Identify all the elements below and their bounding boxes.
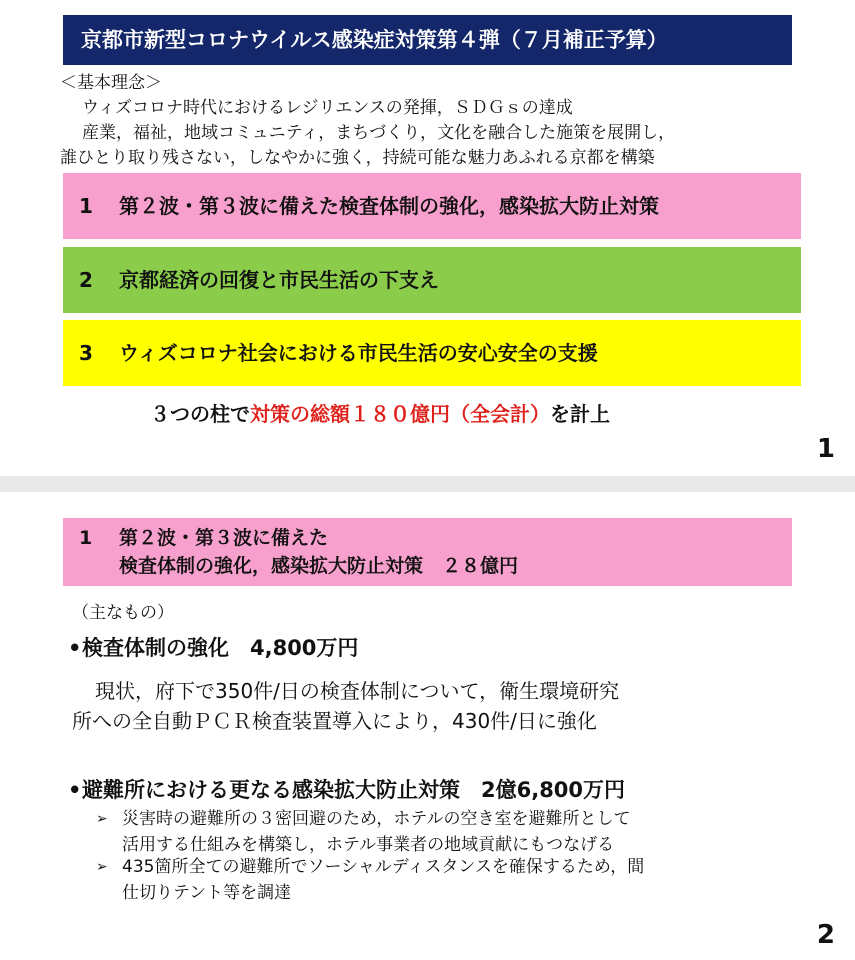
summary-prefix: ３つの柱で: [150, 402, 250, 426]
bullet-item: [68, 632, 358, 662]
bullet-item: [68, 774, 625, 804]
page-number: 2: [816, 920, 835, 950]
bullet-title: 検査体制の強化 4,800万円: [82, 636, 359, 660]
bullet-description: 現状，府下で350件/日の検査体制について，衛生環境研究: [95, 679, 620, 703]
pillar-3: [63, 320, 801, 386]
budget-summary: [150, 398, 610, 427]
philosophy-line: 産業，福祉，地域コミュニティ，まちづくり，文化を融合した施策を展開し，: [82, 123, 676, 143]
pillar-text: 京都経済の回復と市民生活の下支え: [119, 268, 439, 292]
sub-item: [96, 806, 630, 858]
pillar-number: 1: [79, 194, 93, 218]
bullet-dot-icon: •: [68, 778, 82, 802]
slide-2: [0, 492, 855, 960]
slide-1: [0, 0, 855, 476]
section-title-line1: 第２波・第３波に備えた: [119, 527, 329, 549]
page-number: 1: [816, 434, 835, 464]
bullet-description: 所への全自動ＰＣＲ検査装置導入により，430件/日に強化: [72, 709, 597, 733]
section-header: [63, 518, 792, 586]
summary-total: 対策の総額１８０億円（全会計）: [250, 402, 550, 426]
philosophy-heading: ＜基本理念＞: [60, 73, 162, 93]
pillar-number: 3: [79, 341, 93, 365]
bullet-dot-icon: •: [68, 636, 82, 660]
philosophy-line: 誰ひとり取り残さない，しなやかに強く，持続可能な魅力あふれる京都を構築: [60, 148, 655, 168]
arrow-right-icon: ➢: [96, 859, 108, 875]
sub-item-text: 活用する仕組みを構築し，ホテル事業者の地域貢献にもつなげる: [122, 835, 615, 855]
pillar-number: 2: [79, 268, 93, 292]
pillar-text: ウィズコロナ社会における市民生活の安心安全の支援: [119, 341, 598, 365]
sub-item-text: 災害時の避難所の３密回避のため，ホテルの空き室を避難所として: [122, 809, 631, 829]
section-number: 1: [79, 527, 93, 549]
philosophy-line: ウィズコロナ時代におけるレジリエンスの発揮，ＳＤＧｓの達成: [82, 98, 573, 118]
section-title-line2: 検査体制の強化，感染拡大防止対策 ２８億円: [119, 555, 519, 577]
arrow-right-icon: ➢: [96, 811, 108, 827]
main-items-label: （主なもの）: [72, 603, 174, 623]
pillar-text: 第２波・第３波に備えた検査体制の強化，感染拡大防止対策: [119, 194, 659, 218]
bullet-title: 避難所における更なる感染拡大防止対策 2億6,800万円: [82, 778, 626, 802]
slide-title: 京都市新型コロナウイルス感染症対策第４弾（７月補正予算）: [63, 15, 792, 65]
sub-item-text: 435箇所全ての避難所でソーシャルディスタンスを確保するため，間: [122, 857, 645, 877]
sub-item: [96, 854, 644, 906]
summary-suffix: を計上: [550, 402, 610, 426]
pillar-1: [63, 173, 801, 239]
sub-item-text: 仕切りテント等を調達: [122, 883, 292, 903]
pillar-2: [63, 247, 801, 313]
